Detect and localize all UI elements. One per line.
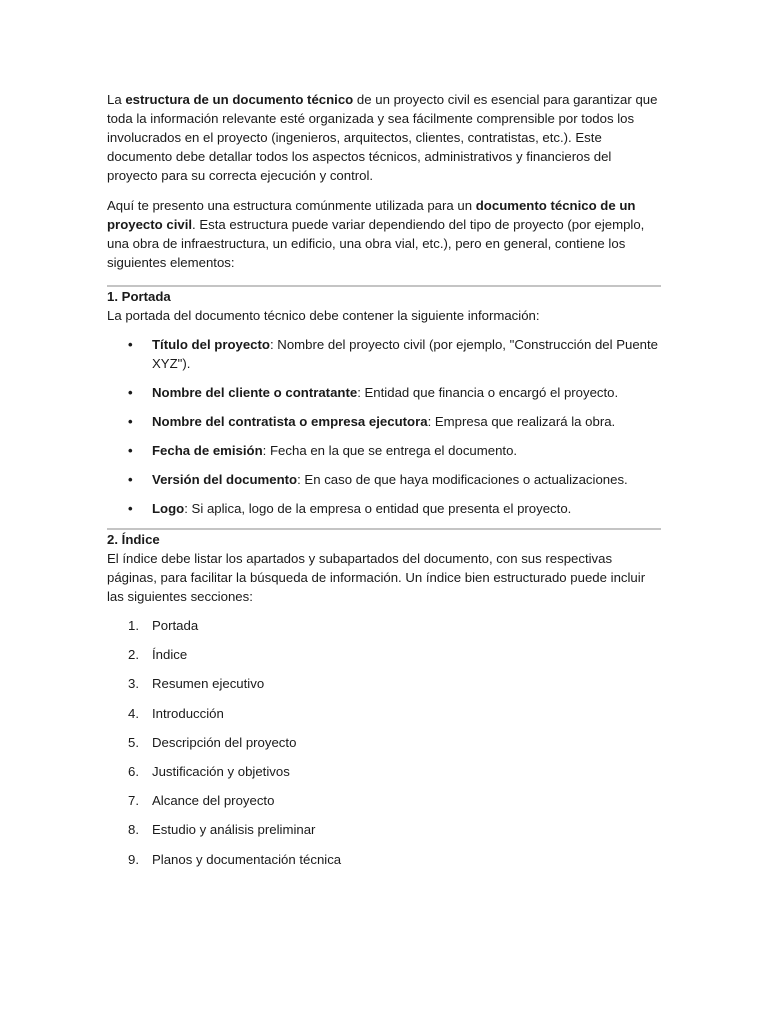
list-item-label: Título del proyecto — [152, 337, 270, 352]
list-item — [107, 412, 661, 431]
bullet-icon: • — [128, 385, 133, 400]
section-1-title: 1. Portada — [107, 289, 171, 304]
bullet-icon: • — [128, 472, 133, 487]
list-item-label: Nombre del cliente o contratante — [152, 385, 358, 400]
list-item — [107, 616, 661, 635]
list-item — [107, 762, 661, 781]
index-sections-list — [107, 616, 661, 869]
list-item — [107, 470, 661, 489]
list-item-text: Introducción — [152, 705, 224, 721]
list-item-text: Portada — [152, 618, 199, 633]
section-2-lead: El índice debe listar los apartados y subapartados del documento, con sus respectivas páginas, para facilitar la búsqueda de información. Un índice bien estructurado puede incluir las siguientes secciones: — [107, 551, 646, 604]
bullet-icon: • — [128, 443, 133, 458]
list-item — [107, 645, 661, 664]
list-item-text: Planos y documentación técnica — [152, 851, 342, 867]
list-item-text: Justificación y objetivos — [152, 763, 290, 779]
section-2-title: 2. Índice — [107, 532, 160, 547]
intro-p1-text-1: La — [107, 92, 126, 107]
intro-p1-bold: estructura de un documento técnico — [125, 92, 354, 107]
intro-p1-text-2: de un proyecto civil es esencial para garantizar que toda la información relevante esté organizada y sea fácilmente comprensible por todos los involucrados en el proyecto (ingenieros, arquitectos, clientes, contratistas, etc.). Este documento debe detallar todos los aspectos técnicos, administrativos y financieros del proyecto para su correcta ejecución y control. — [107, 92, 658, 183]
bullet-icon: • — [128, 337, 133, 352]
list-item-text: : En caso de que haya modificaciones o actualizaciones. — [297, 472, 628, 487]
list-item-text: Alcance del proyecto — [152, 793, 275, 809]
intro-paragraph-1 — [107, 90, 661, 185]
list-number: 4. — [128, 705, 139, 721]
cover-contents-list — [107, 335, 661, 518]
list-number: 1. — [128, 618, 139, 633]
list-item-label: Fecha de emisión — [152, 443, 263, 458]
list-number: 5. — [128, 734, 139, 750]
list-item — [107, 733, 661, 752]
list-item — [107, 674, 661, 693]
intro-p2-bold: documento técnico de un proyecto civil — [107, 198, 636, 232]
list-item — [107, 791, 661, 810]
intro-paragraph-2 — [107, 196, 661, 272]
list-number: 2. — [128, 647, 139, 663]
list-item — [107, 850, 661, 869]
list-item — [107, 383, 661, 402]
list-item-text: Estudio y análisis preliminar — [152, 822, 316, 838]
list-item — [107, 499, 661, 518]
list-item-text: Resumen ejecutivo — [152, 676, 265, 692]
list-item-text: : Entidad que financia o encargó el proyecto. — [357, 385, 619, 400]
list-item-text: : Si aplica, logo de la empresa o entidad que presenta el proyecto. — [184, 501, 572, 516]
list-number: 7. — [128, 793, 139, 809]
list-number: 8. — [128, 822, 139, 838]
list-item-label: Logo — [152, 501, 185, 516]
list-item-text: : Empresa que realizará la obra. — [427, 414, 616, 429]
list-item-text: Índice — [152, 647, 188, 663]
list-item — [107, 704, 661, 723]
list-number: 9. — [128, 851, 139, 867]
bullet-icon: • — [128, 501, 133, 516]
intro-p2-text-1: Aquí te presento una estructura comúnmente utilizada para un — [107, 198, 476, 213]
list-item-text: : Nombre del proyecto civil (por ejemplo, "Construcción del Puente XYZ"). — [152, 337, 659, 371]
list-item — [107, 335, 661, 373]
list-item — [107, 441, 661, 460]
bullet-icon: • — [128, 414, 133, 429]
list-number: 6. — [128, 763, 139, 779]
intro-p2-text-2: . Esta estructura puede variar dependiendo del tipo de proyecto (por ejemplo, una obra de infraestructura, un edificio, una obra vial, etc.), pero en general, contiene los siguientes elementos: — [107, 217, 645, 270]
list-number: 3. — [128, 676, 139, 692]
list-item-label: Nombre del contratista o empresa ejecutora — [152, 414, 428, 429]
section-1-lead: La portada del documento técnico debe contener la siguiente información: — [107, 308, 540, 323]
list-item-text: Descripción del proyecto — [152, 734, 297, 750]
list-item-label: Versión del documento — [152, 472, 298, 487]
list-item — [107, 820, 661, 839]
list-item-text: : Fecha en la que se entrega el documento. — [262, 443, 518, 458]
